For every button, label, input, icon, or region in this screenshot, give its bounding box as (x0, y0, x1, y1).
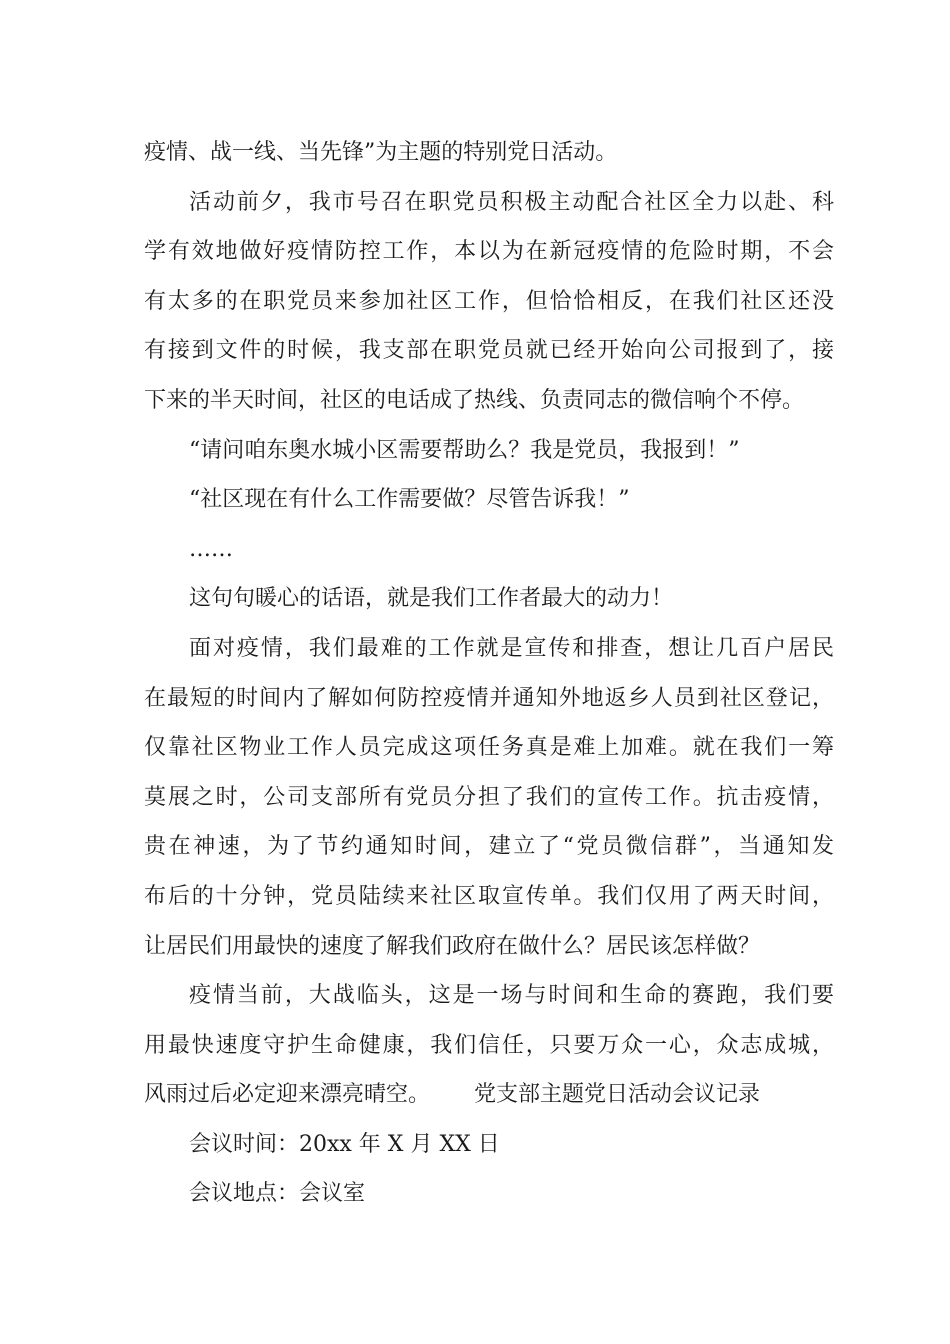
paragraph-line: 疫情、战一线、当先锋”为主题的特别党日活动。 (144, 140, 618, 165)
paragraph-line: 面对疫情，我们最难的工作就是宣传和排查，想让几百户居民 (189, 635, 834, 661)
paragraph-line: 学有效地做好疫情防控工作，本以为在新冠疫情的危险时期，不会 (144, 239, 834, 265)
paragraph-line: 莫展之时，公司支部所有党员分担了我们的宣传工作。抗击疫情， (144, 784, 834, 810)
paragraph-line: 有太多的在职党员来参加社区工作，但恰恰相反，在我们社区还没 (144, 288, 834, 314)
quote-line: “请问咱东奥水城小区需要帮助么？我是党员，我报到！” (189, 437, 740, 463)
paragraph-line: 用最快速度守护生命健康，我们信任，只要万众一心，众志成城， (144, 1032, 834, 1058)
meeting-time: 会议时间：20xx 年 X 月 XX 日 (189, 1131, 500, 1157)
meeting-place: 会议地点：会议室 (189, 1181, 366, 1207)
paragraph-line: 下来的半天时间，社区的电话成了热线、负责同志的微信响个不停。 (144, 387, 805, 413)
closing-line (144, 1070, 834, 1120)
paragraph-line: 有接到文件的时候，我支部在职党员就已经开始向公司报到了，接 (144, 338, 834, 364)
ellipsis-line: …… (189, 536, 233, 562)
paragraph-line: 在最短的时间内了解如何防控疫情并通知外地返乡人员到社区登记， (144, 685, 834, 711)
paragraph-line: 贵在神速，为了节约通知时间，建立了“党员微信群”，当通知发 (144, 834, 834, 860)
document-body (144, 128, 834, 1219)
quote-line: “社区现在有什么工作需要做？尽管告诉我！” (189, 487, 630, 513)
paragraph-line: 仅靠社区物业工作人员完成这项任务真是难上加难。就在我们一筹 (144, 735, 834, 761)
closing-text: 风雨过后必定迎来漂亮晴空。 (144, 1082, 431, 1108)
next-document-title: 党支部主题党日活动会议记录 (474, 1082, 761, 1108)
paragraph-line: 让居民们用最快的速度了解我们政府在做什么？居民该怎样做？ (144, 933, 761, 959)
paragraph-line: 疫情当前，大战临头，这是一场与时间和生命的赛跑，我们要 (189, 983, 834, 1009)
paragraph-line: 这句句暖心的话语，就是我们工作者最大的动力！ (189, 586, 674, 612)
paragraph-line: 活动前夕，我市号召在职党员积极主动配合社区全力以赴、科 (189, 189, 834, 215)
paragraph-line: 布后的十分钟，党员陆续来社区取宣传单。我们仅用了两天时间， (144, 883, 834, 909)
